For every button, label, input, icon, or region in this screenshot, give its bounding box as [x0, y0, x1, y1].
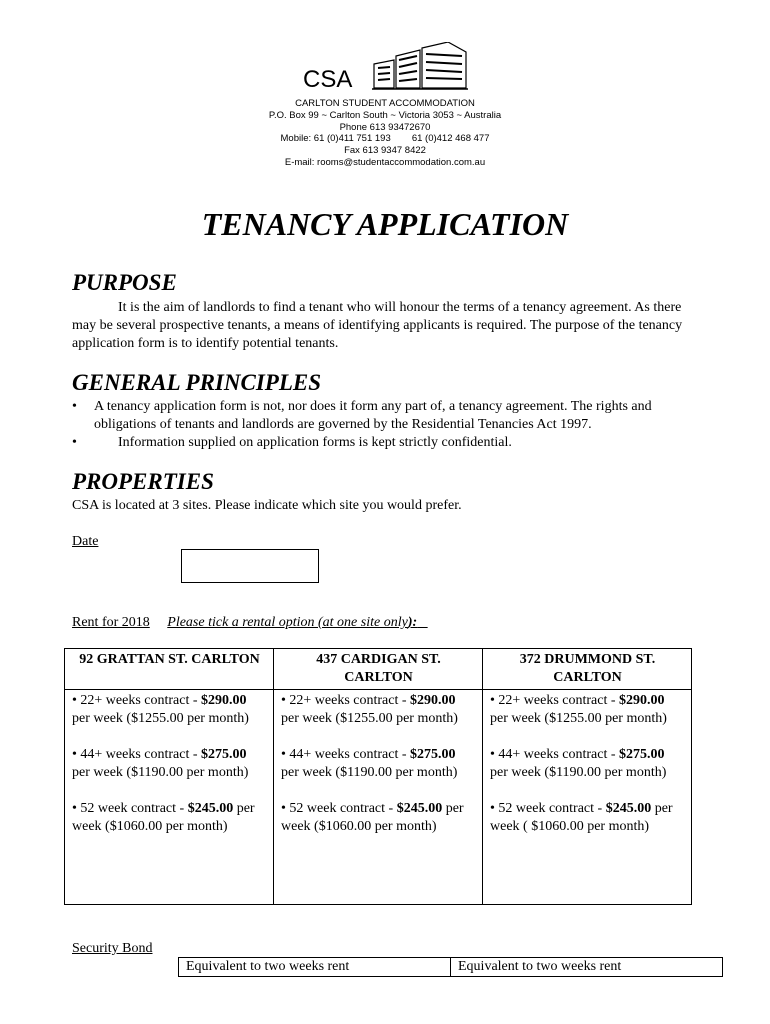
rental-option[interactable]: • 52 week contract - $245.00 per week ( $1060.00 per month): [490, 801, 673, 834]
column-header-grattan: 92 GRATTAN ST. CARLTON: [65, 649, 274, 690]
bond-cell: Equivalent to two weeks rent: [451, 958, 723, 977]
date-field[interactable]: [181, 549, 319, 583]
bullet-icon: •: [72, 435, 77, 450]
mobile: Mobile: 61 (0)411 751 193 61 (0)412 468 477: [280, 133, 490, 144]
drummond-options: [483, 690, 692, 905]
column-header-cardigan: 437 CARDIGAN ST. CARLTON: [274, 649, 483, 690]
column-header-drummond: 372 DRUMMOND ST. CARLTON: [483, 649, 692, 690]
rent-table: [64, 648, 692, 905]
cardigan-options: [274, 690, 483, 905]
rental-option[interactable]: • 22+ weeks contract - $290.00 per week ($1255.00 per month): [281, 693, 458, 726]
purpose-text: It is the aim of landlords to find a tenant who will honour the terms of a tenancy agreement. As there may be several prospective tenants, a means of identifying applicants is required. The purpose of the tenancy application form is to identify potential tenants.: [72, 300, 683, 351]
rental-option[interactable]: • 44+ weeks contract - $275.00 per week ($1190.00 per month): [72, 747, 249, 780]
bond-cell: Equivalent to two weeks rent: [179, 958, 451, 977]
address: P.O. Box 99 ~ Carlton South ~ Victoria 3053 ~ Australia: [268, 110, 502, 121]
rental-option[interactable]: • 22+ weeks contract - $290.00 per week ($1255.00 per month): [490, 693, 667, 726]
phone: Phone 613 93472670: [339, 122, 431, 133]
security-bond-table: [178, 957, 723, 977]
rent-line: [72, 614, 428, 632]
purpose-heading: PURPOSE: [72, 270, 177, 295]
principle-item: [72, 398, 697, 434]
email: E-mail: rooms@studentaccommodation.com.au: [284, 157, 486, 168]
bullet-icon: •: [72, 399, 77, 414]
grattan-options: [65, 690, 274, 905]
logo-text: CSA: [303, 66, 353, 93]
rental-option[interactable]: • 22+ weeks contract - $290.00 per week ($1255.00 per month): [72, 693, 249, 726]
principles-heading: GENERAL PRINCIPLES: [72, 370, 322, 395]
rent-instruction: Please tick a rental option (at one site only):: [167, 615, 418, 630]
fax: Fax 613 9347 8422: [344, 145, 426, 156]
principle-text: A tenancy application form is not, nor does it form any part of, a tenancy agreement. The rights and obligations of tenants and landlords are governed by the Residential Tenancies Act 1997.: [94, 399, 652, 432]
principle-text: Information supplied on application forms is kept strictly confidential.: [118, 435, 512, 450]
properties-heading: PROPERTIES: [72, 469, 214, 494]
rental-option[interactable]: • 44+ weeks contract - $275.00 per week ($1190.00 per month): [281, 747, 458, 780]
page-title: TENANCY APPLICATION: [201, 206, 569, 242]
security-bond-label: Security Bond: [72, 941, 153, 956]
rental-option[interactable]: • 52 week contract - $245.00 per week ($1060.00 per month): [281, 801, 464, 834]
rental-option[interactable]: • 44+ weeks contract - $275.00 per week ($1190.00 per month): [490, 747, 667, 780]
principle-item: [72, 434, 697, 452]
properties-text: CSA is located at 3 sites. Please indicate which site you would prefer.: [72, 498, 462, 513]
date-label: Date: [72, 534, 99, 549]
rent-label: Rent for 2018: [72, 615, 150, 630]
org-name: CARLTON STUDENT ACCOMMODATION: [295, 98, 475, 109]
rental-option[interactable]: • 52 week contract - $245.00 per week ($1060.00 per month): [72, 801, 255, 834]
building-logo-icon: [372, 42, 468, 92]
